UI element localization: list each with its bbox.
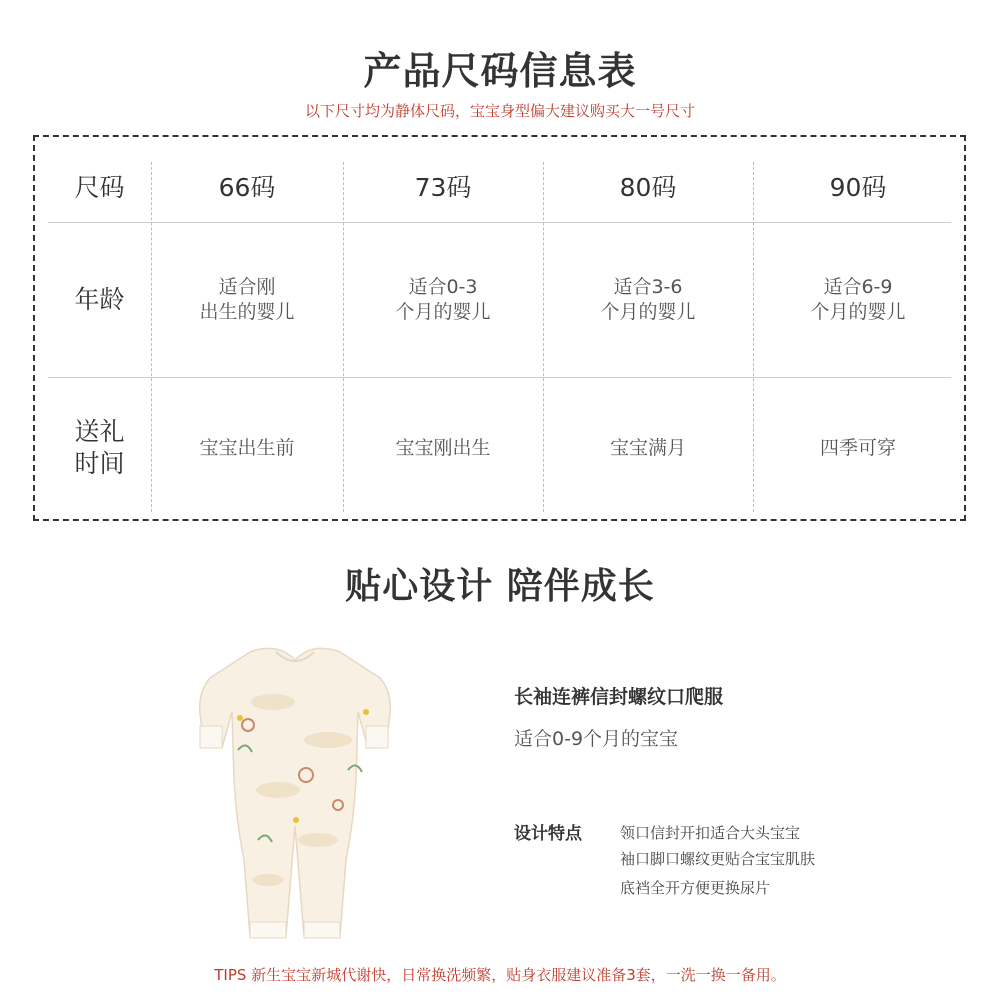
row-label-age: 年龄: [74, 284, 125, 314]
gift-time-cell: 四季可穿: [819, 436, 896, 459]
gift-label-line: 时间: [74, 449, 125, 478]
feature-item: 底裆全开方便更换尿片: [620, 879, 771, 897]
gift-time-cell: 宝宝满月: [609, 436, 686, 459]
size-note: 以下尺寸均为静体尺码，宝宝身型偏大建议购买大一号尺寸: [304, 102, 695, 120]
gift-label-line: 送礼: [74, 416, 125, 446]
age-line: 适合0-3: [408, 276, 478, 299]
header-size-66: 66码: [218, 172, 276, 202]
baby-romper-image: [178, 630, 408, 950]
age-line: 出生的婴儿: [199, 301, 295, 323]
gift-time-cell: 宝宝刚出生: [395, 436, 491, 459]
row-label-gift-time: [48, 378, 151, 518]
header-size-73: 73码: [414, 172, 472, 202]
age-line: 个月的婴儿: [395, 301, 491, 323]
age-line: 适合6-9: [823, 276, 893, 299]
feature-item: 领口信封开扣适合大头宝宝: [620, 824, 801, 842]
product-age: 适合0-9个月的宝宝: [514, 728, 679, 750]
section-title: 贴心设计 陪伴成长: [345, 566, 655, 607]
size-table: [33, 135, 966, 521]
header-size-80: 80码: [619, 172, 677, 202]
age-line: 适合刚: [218, 276, 276, 299]
age-cell: [343, 223, 543, 377]
age-cell: [543, 223, 753, 377]
feature-item: 袖口脚口螺纹更贴合宝宝肌肤: [620, 850, 816, 868]
product-name: 长袖连裤信封螺纹口爬服: [514, 686, 724, 708]
features-label: 设计特点: [514, 824, 582, 844]
age-cell: [151, 223, 343, 377]
age-cell: [753, 223, 963, 377]
page-title: 产品尺码信息表: [363, 49, 637, 93]
gift-time-cell: 宝宝出生前: [199, 436, 295, 459]
age-line: 个月的婴儿: [810, 301, 906, 323]
age-line: 适合3-6: [613, 276, 683, 299]
age-line: 个月的婴儿: [600, 301, 696, 323]
header-size-label: 尺码: [74, 172, 125, 202]
header-size-90: 90码: [829, 172, 887, 202]
tips-text: TIPS 新生宝宝新城代谢快，日常换洗频繁，贴身衣服建议准备3套，一洗一换一备用。: [214, 966, 786, 984]
